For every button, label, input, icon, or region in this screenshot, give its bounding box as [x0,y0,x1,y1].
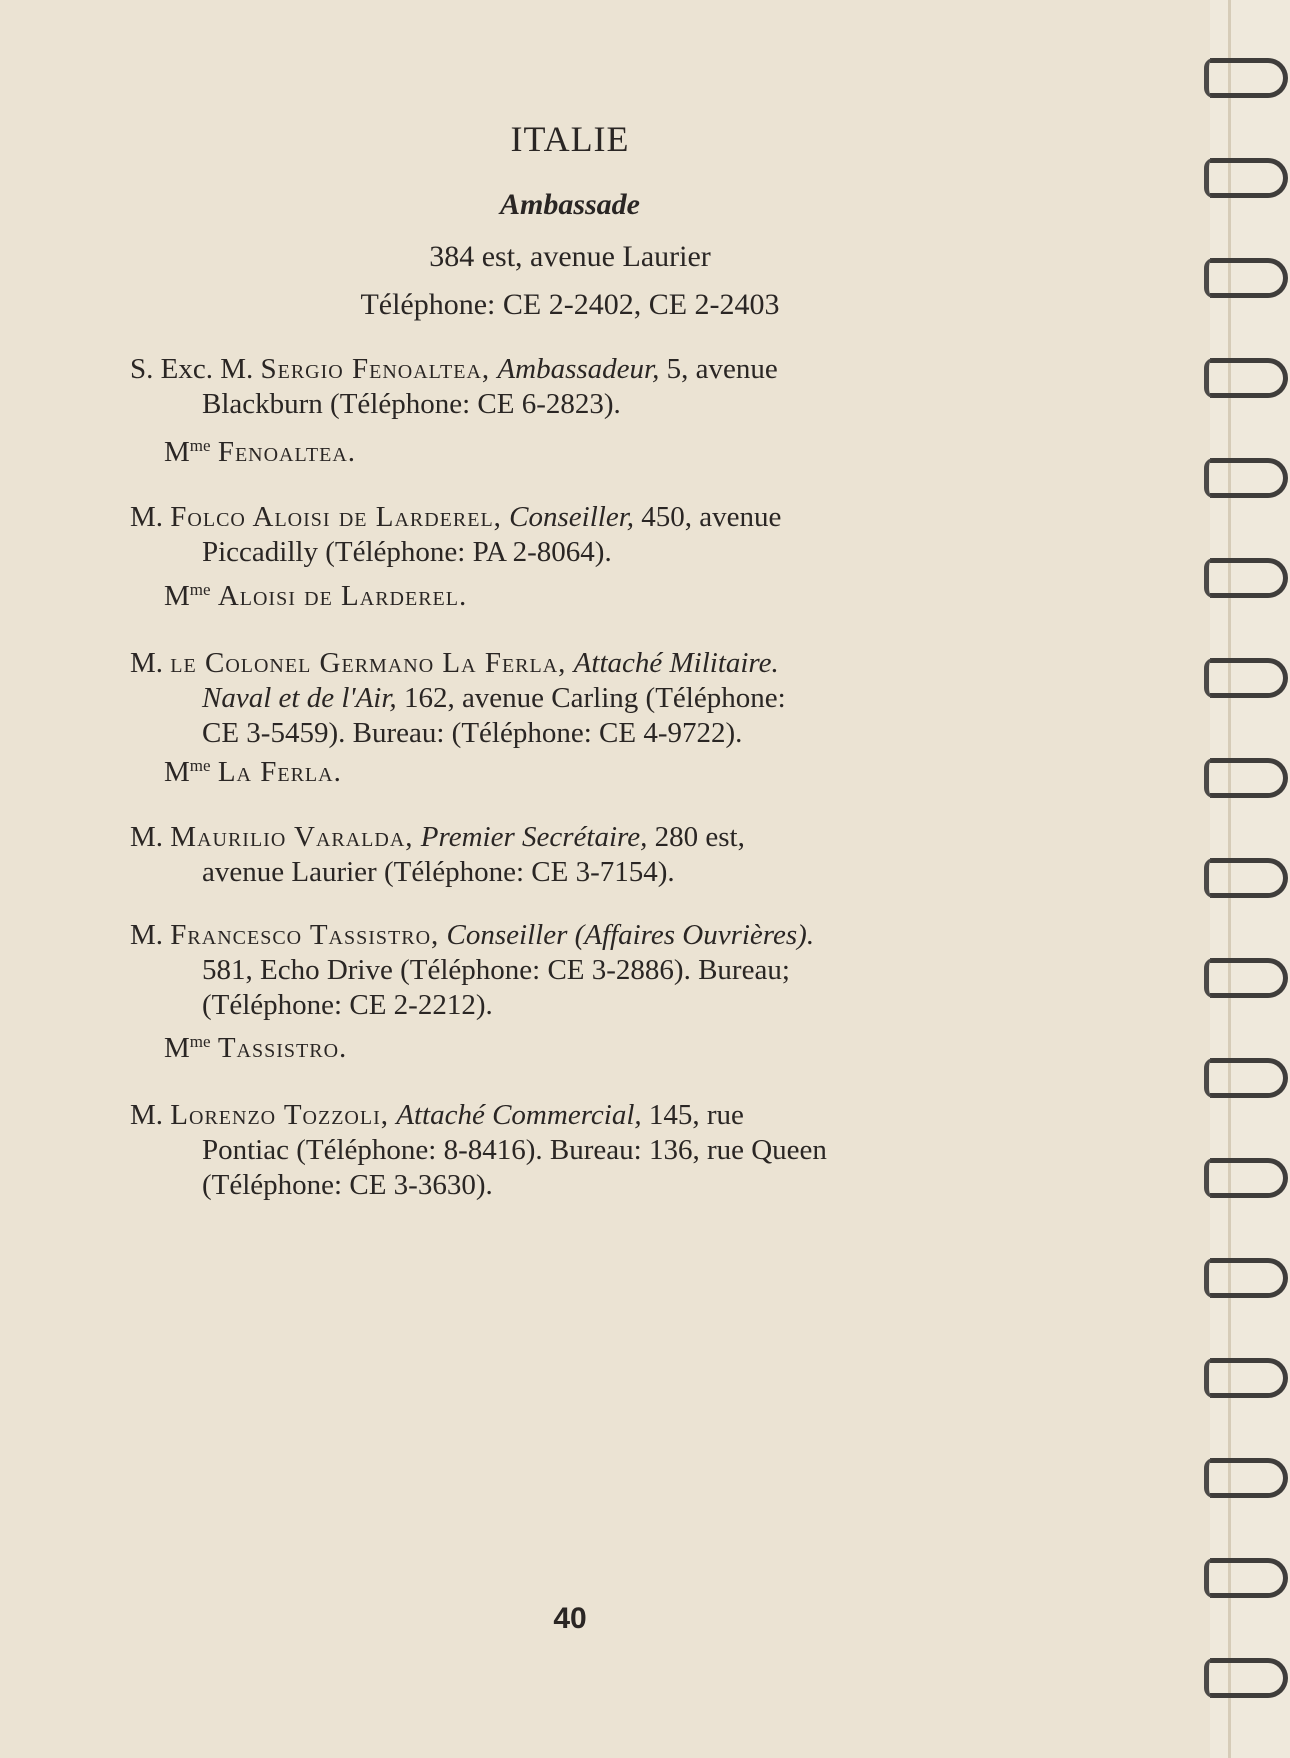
entry-line: avenue Laurier (Téléphone: CE 3-7154). [202,856,675,888]
entry-name: le Colonel Germano La Ferla, [170,647,567,679]
spouse-title: M [164,580,190,612]
spiral-coil [1210,158,1288,198]
spouse-entry [164,436,356,469]
spiral-coil [1210,858,1288,898]
entry-address-start: 280 est, [654,821,745,853]
spouse-title-sup: me [189,1032,211,1051]
directory-entry-varalda [130,820,1040,890]
spiral-coil [1210,1658,1288,1698]
spouse-title-sup: me [189,756,211,775]
entry-name: Folco Aloisi de Larderel, [170,501,502,533]
entry-address-start: 162, avenue Carling (Téléphone: [403,682,786,714]
spouse-entry [164,580,467,613]
section-heading: Ambassade [499,188,640,221]
spouse-name: Fenoaltea. [217,436,357,468]
spiral-coil [1210,58,1288,98]
entry-line: CE 3-5459). Bureau: (Téléphone: CE 4-9722). [202,717,743,749]
spiral-coil [1210,1558,1288,1598]
entry-line: Piccadilly (Téléphone: PA 2-8064). [202,536,612,568]
spiral-coil [1210,358,1288,398]
entry-prefix: S. Exc. M. [130,353,254,385]
entry-name: Maurilio Varalda, [170,821,414,853]
entry-name: Sergio Fenoaltea, [260,353,491,385]
directory-entry-fenoaltea [130,352,1040,422]
entry-address-start: 5, avenue [666,353,778,385]
spouse-title-sup: me [189,580,211,599]
spiral-coil [1210,1458,1288,1498]
spiral-binding [1210,0,1290,1758]
entry-title: Conseiller, [509,501,635,533]
entry-title: Attaché Commercial, [396,1099,642,1131]
embassy-address: 384 est, avenue Laurier [429,240,711,273]
spiral-coil [1210,258,1288,298]
entry-address-start: 145, rue [648,1099,744,1131]
page-number: 40 [553,1602,587,1635]
spouse-name: La Ferla. [217,756,342,788]
entry-title: Attaché Militaire. [573,647,779,679]
entry-name: Lorenzo Tozzoli, [170,1099,390,1131]
spouse-title: M [164,1032,190,1064]
entry-line: 581, Echo Drive (Téléphone: CE 3-2886). Bureau; [202,954,790,986]
spouse-title: M [164,756,190,788]
spiral-coil [1210,1158,1288,1198]
spouse-name: Aloisi de Larderel. [217,580,468,612]
directory-entry-tassistro [130,918,1040,1023]
entry-line: (Téléphone: CE 2-2212). [202,989,493,1021]
entry-address-start: 450, avenue [641,501,782,533]
entry-prefix: M. [130,821,164,853]
entry-prefix: M. [130,647,164,679]
spiral-coil [1210,958,1288,998]
entry-prefix: M. [130,919,164,951]
spiral-coil [1210,1058,1288,1098]
directory-entry-la-ferla [130,646,1040,751]
entry-line: Pontiac (Téléphone: 8-8416). Bureau: 136, rue Queen [202,1134,827,1166]
entry-line: Blackburn (Téléphone: CE 6-2823). [202,388,621,420]
spiral-coil [1210,658,1288,698]
spouse-entry [164,1032,347,1065]
entry-title: Ambassadeur, [497,353,660,385]
entry-title-cont: Naval et de l'Air, [202,682,397,714]
entry-name: Francesco Tassistro, [170,919,440,951]
spouse-title-sup: me [189,436,211,455]
country-heading: ITALIE [510,119,630,159]
entry-title: Premier Secrétaire, [420,821,648,853]
directory-entry-tozzoli [130,1098,1040,1203]
entry-prefix: M. [130,501,164,533]
spiral-coil [1210,758,1288,798]
spiral-coil [1210,1258,1288,1298]
spiral-coil [1210,558,1288,598]
entry-line: (Téléphone: CE 3-3630). [202,1169,493,1201]
embassy-telephone: Téléphone: CE 2-2402, CE 2-2403 [360,288,780,321]
spiral-coil [1210,458,1288,498]
spouse-title: M [164,436,190,468]
entry-prefix: M. [130,1099,164,1131]
spouse-entry [164,756,342,789]
spiral-coil [1210,1358,1288,1398]
spouse-name: Tassistro. [217,1032,348,1064]
directory-entry-aloisi [130,500,1040,570]
entry-title: Conseiller (Affaires Ouvrières). [446,919,815,951]
